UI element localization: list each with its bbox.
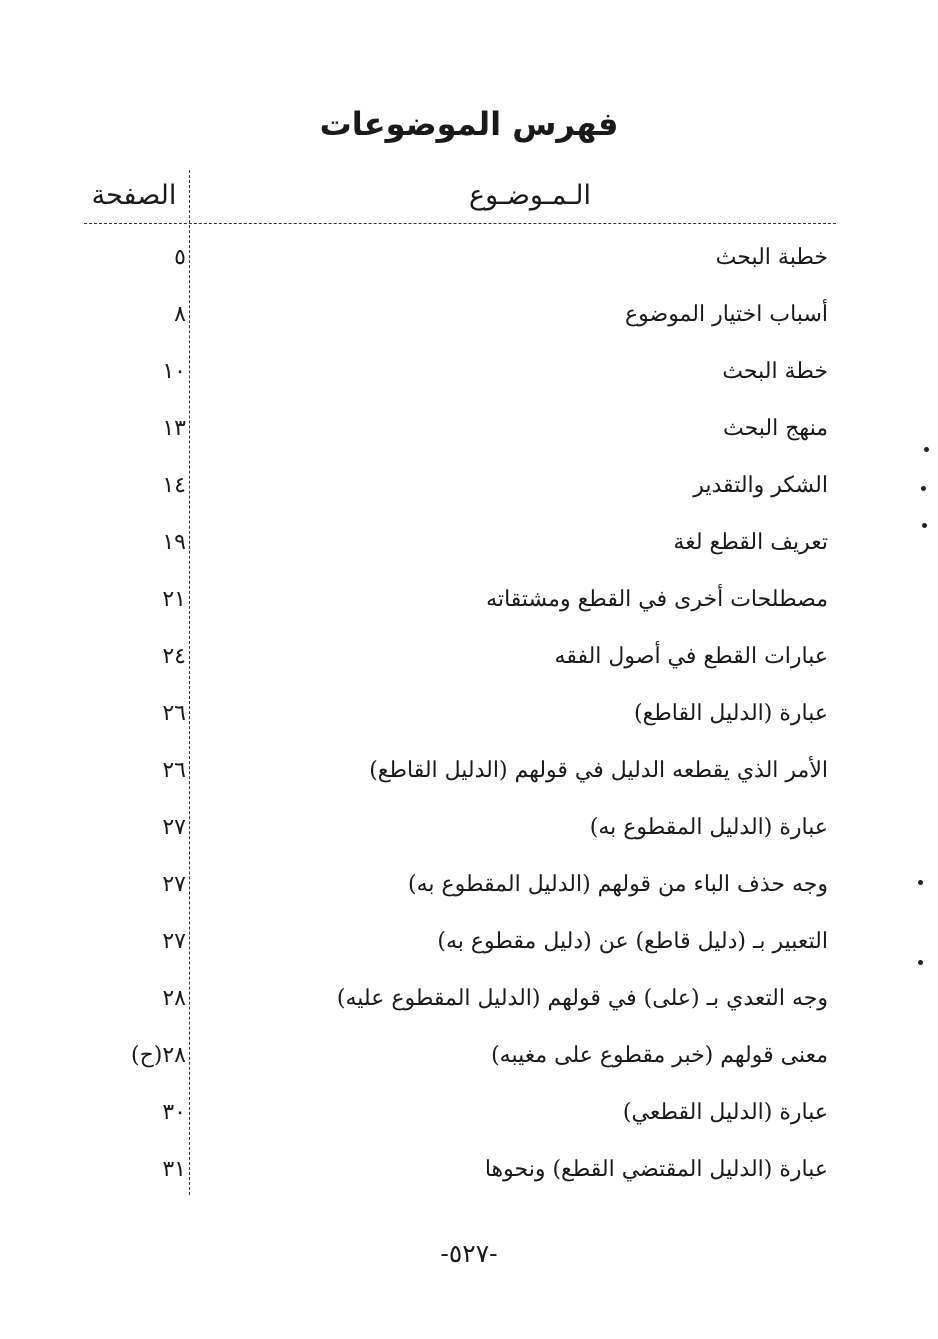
topic-column-header: الـمـوضـوع — [468, 180, 591, 211]
index-entry — [0, 628, 938, 685]
index-entry — [0, 970, 938, 1027]
index-entry — [0, 343, 938, 400]
entry-topic: مصطلحات أخرى في القطع ومشتقاته — [486, 587, 828, 612]
entry-topic: أسباب اختيار الموضوع — [625, 302, 828, 327]
entry-topic: معنى قولهم (خبر مقطوع على مغيبه) — [491, 1043, 828, 1068]
page-number: -٥٢٧- — [440, 1239, 498, 1268]
entry-topic: منهج البحث — [722, 416, 828, 441]
entry-page: ١٣ — [162, 416, 186, 441]
scan-speck — [918, 880, 923, 885]
entry-topic: خطة البحث — [722, 359, 828, 384]
entry-page: ٢٦ — [162, 758, 186, 783]
scan-speck — [921, 486, 926, 491]
entry-topic: تعريف القطع لغة — [673, 530, 828, 555]
index-entry — [0, 799, 938, 856]
entry-page: ١٤ — [162, 473, 186, 498]
entry-topic: الشكر والتقدير — [693, 473, 828, 498]
scan-speck — [924, 447, 929, 452]
index-entry — [0, 1141, 938, 1198]
page-column-header: الصفحة — [91, 180, 177, 211]
entry-topic: عبارة (الدليل المقتضي القطع) ونحوها — [484, 1157, 828, 1182]
index-entry — [0, 856, 938, 913]
entry-topic: التعبير بـ (دليل قاطع) عن (دليل مقطوع به) — [437, 929, 828, 954]
index-entry — [0, 457, 938, 514]
header-divider — [84, 223, 836, 225]
entry-topic: وجه التعدي بـ (على) في قولهم (الدليل المقطوع عليه) — [336, 986, 828, 1011]
entry-page: ٢٨ — [162, 986, 186, 1011]
entry-page: ٢٧ — [162, 815, 186, 840]
index-entry — [0, 571, 938, 628]
entry-topic: عبارة (الدليل القطعي) — [622, 1100, 828, 1125]
entry-page: ١٩ — [162, 530, 186, 555]
page-title: فهرس الموضوعات — [319, 105, 619, 143]
entry-page: ١٠ — [162, 359, 186, 384]
entry-page: ٥ — [174, 245, 186, 270]
index-entry — [0, 400, 938, 457]
entry-topic: عبارة (الدليل المقطوع به) — [589, 815, 828, 840]
entry-page: ٢٨(ح) — [130, 1043, 186, 1068]
entry-page: ٨ — [174, 302, 186, 327]
index-entry — [0, 742, 938, 799]
entry-topic: عبارة (الدليل القاطع) — [633, 701, 828, 726]
entry-topic: خطبة البحث — [715, 245, 828, 270]
entry-page: ٢٤ — [162, 644, 186, 669]
entry-page: ٢١ — [162, 587, 186, 612]
entry-page: ٢٦ — [162, 701, 186, 726]
index-entry — [0, 286, 938, 343]
index-entry — [0, 229, 938, 286]
index-entry — [0, 1027, 938, 1084]
entry-topic: عبارات القطع في أصول الفقه — [554, 644, 828, 669]
index-entry — [0, 514, 938, 571]
entry-topic: وجه حذف الباء من قولهم (الدليل المقطوع به) — [408, 872, 828, 897]
entry-page: ٣٠ — [162, 1100, 186, 1125]
entry-page: ٢٧ — [162, 929, 186, 954]
index-entry — [0, 913, 938, 970]
index-entry — [0, 1084, 938, 1141]
entry-topic: الأمر الذي يقطعه الدليل في قولهم (الدليل القاطع) — [369, 758, 828, 783]
entry-page: ٣١ — [162, 1157, 186, 1182]
scan-speck — [922, 523, 927, 528]
entry-page: ٢٧ — [162, 872, 186, 897]
scan-speck — [918, 960, 923, 965]
index-entry — [0, 685, 938, 742]
